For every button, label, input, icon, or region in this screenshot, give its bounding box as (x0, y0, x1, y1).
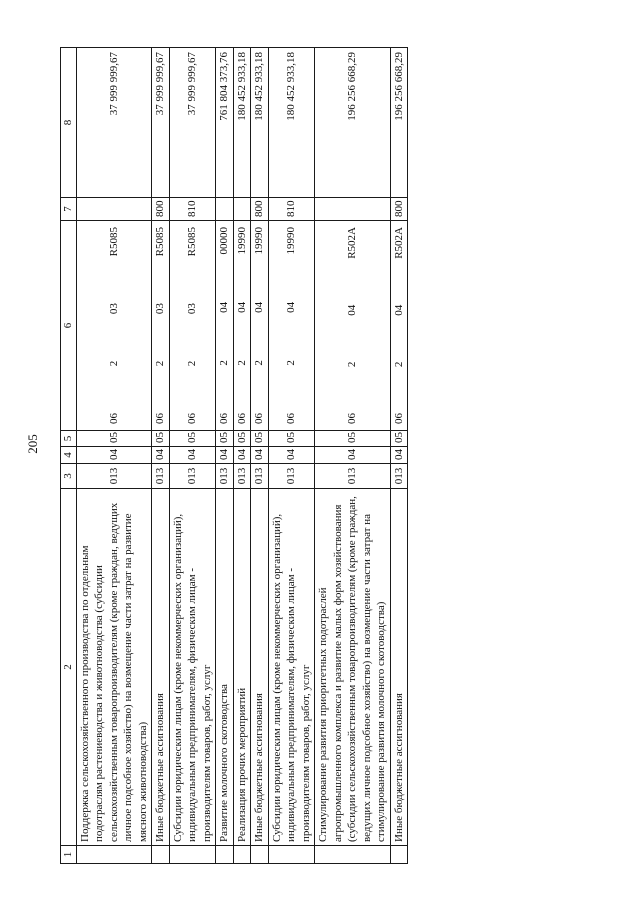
cell-blank (268, 846, 315, 864)
budget-table (60, 47, 408, 864)
target-article-part: 2 (218, 360, 230, 366)
target-article-part: 2 (346, 361, 358, 368)
cell-section: 04 (315, 447, 391, 464)
cell-expense-type: 810 (169, 198, 216, 221)
target-article-part: R5085 (154, 227, 166, 257)
cell-ministry: 013 (216, 464, 234, 489)
cell-name: Иные бюджетные ассигнования (390, 489, 408, 846)
cell-name: Иные бюджетные ассигнования (152, 489, 170, 846)
cell-ministry: 013 (233, 464, 251, 489)
target-article-part: 04 (235, 301, 248, 313)
cell-name: Стимулирование развития приоритетных подотраслей агропромышленного комплекса и развитие малых форм хозяйствования (субсидии сельскохозяйственным товаропроизводителям (кроме граждан, ведущих личное подсобное хозяйство) на возмещение части затрат на стимулирование развития молочного скотоводства) (315, 489, 391, 846)
cell-expense-type (76, 198, 152, 221)
cell-name: Реализация прочих мероприятий (233, 489, 251, 846)
target-article-part: 06 (107, 413, 120, 424)
target-article-part: 19990 (253, 227, 265, 255)
cell-blank (233, 846, 251, 864)
target-article-part: 06 (235, 413, 248, 424)
target-article-part: R502A (346, 227, 358, 259)
target-article-part: 06 (346, 413, 358, 424)
table-row (76, 48, 152, 864)
cell-blank (216, 846, 234, 864)
target-article-part: 03 (186, 303, 198, 315)
cell-section: 04 (233, 447, 251, 464)
cell-expense-type (216, 198, 234, 221)
cell-amount: 180 452 933,18 (233, 48, 251, 198)
cell-ministry: 013 (315, 464, 391, 489)
cell-ministry: 013 (76, 464, 152, 489)
cell-blank (152, 846, 170, 864)
target-article-part: 06 (186, 413, 198, 424)
cell-name: Субсидии юридическим лицам (кроме некоммерческих организаций), индивидуальным предпринимателям, физическим лицам - производителям товаров, работ, услуг (169, 489, 216, 846)
cell-blank (76, 846, 152, 864)
table-row (233, 48, 251, 864)
target-article-part: 2 (235, 360, 248, 366)
cell-amount: 37 999 999,67 (152, 48, 170, 198)
target-article-part: 04 (285, 301, 297, 313)
cell-section: 04 (152, 447, 170, 464)
cell-target-article (233, 221, 251, 431)
cell-target-article (390, 221, 408, 431)
cell-amount: 37 999 999,67 (76, 48, 152, 198)
cell-subsection: 05 (169, 431, 216, 447)
cell-blank (390, 846, 408, 864)
target-article-part: R5085 (107, 227, 120, 257)
cell-subsection: 05 (251, 431, 269, 447)
target-article-part: 04 (218, 301, 230, 313)
cell-name: Субсидии юридическим лицам (кроме некоммерческих организаций), индивидуальным предпринимателям, физическим лицам - производителям товаров, работ, услуг (268, 489, 315, 846)
col-header-6: 6 (61, 221, 77, 431)
cell-section: 04 (268, 447, 315, 464)
cell-blank (315, 846, 391, 864)
header-row (61, 48, 77, 864)
budget-table-sheet (60, 48, 588, 864)
cell-amount: 196 256 668,29 (315, 48, 391, 198)
cell-expense-type (315, 198, 391, 221)
target-article-part: R5085 (186, 227, 198, 257)
cell-amount: 196 256 668,29 (390, 48, 408, 198)
target-article-part: 04 (392, 304, 405, 316)
target-article-part: 00000 (218, 227, 230, 255)
target-article-part: 2 (392, 361, 405, 368)
cell-name: Развитие молочного скотоводства (216, 489, 234, 846)
col-header-5: 5 (61, 431, 77, 447)
target-article-part: 06 (154, 413, 166, 424)
cell-blank (251, 846, 269, 864)
cell-subsection: 05 (315, 431, 391, 447)
target-article-part: 19990 (235, 227, 248, 255)
cell-subsection: 05 (216, 431, 234, 447)
target-article-part: 06 (218, 413, 230, 424)
cell-ministry: 013 (251, 464, 269, 489)
target-article-part: 2 (285, 360, 297, 366)
cell-name: Иные бюджетные ассигнования (251, 489, 269, 846)
cell-ministry: 013 (152, 464, 170, 489)
cell-name: Поддержка сельскохозяйственного производства по отдельным подотраслям растениеводства и животноводства (субсидии сельскохозяйственным товаропроизводителям (кроме граждан, ведущих личное подсобное хозяйство) на возмещение части затрат на развитие мясного животноводства) (76, 489, 152, 846)
cell-amount: 180 452 933,18 (251, 48, 269, 198)
cell-subsection: 05 (152, 431, 170, 447)
cell-expense-type: 800 (152, 198, 170, 221)
table-row (216, 48, 234, 864)
cell-section: 04 (216, 447, 234, 464)
target-article-part: 06 (392, 413, 405, 424)
cell-section: 04 (169, 447, 216, 464)
cell-expense-type: 810 (268, 198, 315, 221)
target-article-part: 04 (346, 304, 358, 316)
target-article-part: 06 (285, 413, 297, 424)
target-article-part: R502A (392, 227, 405, 259)
cell-ministry: 013 (268, 464, 315, 489)
table-row (251, 48, 269, 864)
cell-amount: 37 999 999,67 (169, 48, 216, 198)
cell-target-article (315, 221, 391, 431)
col-header-2: 2 (61, 489, 77, 846)
cell-expense-type: 800 (390, 198, 408, 221)
cell-ministry: 013 (390, 464, 408, 489)
cell-target-article (251, 221, 269, 431)
cell-subsection: 05 (390, 431, 408, 447)
cell-subsection: 05 (268, 431, 315, 447)
cell-amount: 180 452 933,18 (268, 48, 315, 198)
cell-target-article (169, 221, 216, 431)
cell-blank (169, 846, 216, 864)
cell-amount: 761 804 373,76 (216, 48, 234, 198)
target-article-part: 04 (253, 301, 265, 313)
col-header-4: 4 (61, 447, 77, 464)
target-article-part: 06 (253, 413, 265, 424)
col-header-8: 8 (61, 48, 77, 198)
col-header-7: 7 (61, 198, 77, 221)
cell-target-article (152, 221, 170, 431)
target-article-part: 2 (154, 360, 166, 367)
cell-section: 04 (390, 447, 408, 464)
col-header-3: 3 (61, 464, 77, 489)
target-article-part: 2 (186, 360, 198, 367)
cell-expense-type: 800 (251, 198, 269, 221)
cell-target-article (76, 221, 152, 431)
cell-target-article (268, 221, 315, 431)
table-row (390, 48, 408, 864)
cell-section: 04 (76, 447, 152, 464)
cell-subsection: 05 (233, 431, 251, 447)
cell-section: 04 (251, 447, 269, 464)
table-row (152, 48, 170, 864)
table-row (268, 48, 315, 864)
cell-subsection: 05 (76, 431, 152, 447)
table-row (315, 48, 391, 864)
target-article-part: 03 (107, 303, 120, 315)
table-row (169, 48, 216, 864)
target-article-part: 2 (253, 360, 265, 366)
cell-ministry: 013 (169, 464, 216, 489)
target-article-part: 19990 (285, 227, 297, 255)
col-header-1: 1 (61, 846, 77, 864)
page-number: 205 (25, 434, 40, 454)
cell-expense-type (233, 198, 251, 221)
cell-target-article (216, 221, 234, 431)
target-article-part: 03 (154, 303, 166, 315)
target-article-part: 2 (107, 360, 120, 367)
